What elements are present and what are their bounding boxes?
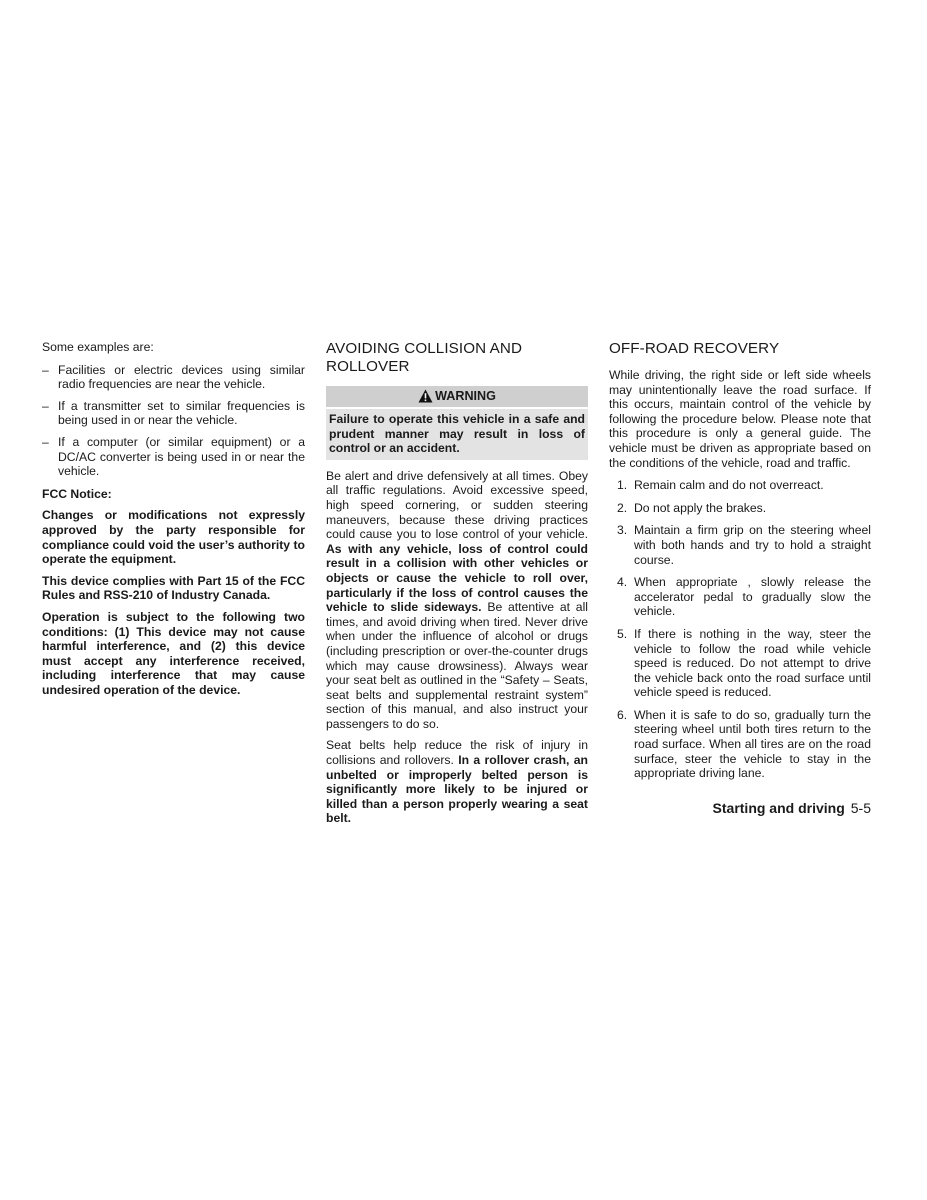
step-number: 2. [617,500,628,515]
driving-paragraph [326,469,588,732]
step-text: Remain calm and do not overreact. [634,478,824,493]
page-number: 5-5 [850,800,871,816]
driving-text-c: Be attentive at all times, and avoid driving when tired. Never drive when under the influence of alcohol or drugs (including prescription or over-the-counter drugs which may cause drowsiness). Always wear your seat belt as outlined in the “Safety – Seats, seat belts and supplemental restraint system” section of this manual, and also instruct your passengers to do so. [326,600,588,731]
list-item [609,575,871,619]
list-item [609,708,871,781]
driving-text-a: Be alert and drive defensively at all times. Obey all traffic regulations. Avoid excessive speed, high speed cornering, or sudden steering maneuvers, because these driving practices could cause you to lose control of your vehicle. [326,468,588,542]
middle-column [326,340,588,833]
step-number: 5. [617,626,628,641]
warning-text: Failure to operate this vehicle in a safe and prudent manner may result in loss of control or an accident. [326,409,588,460]
fcc-complies-text: This device complies with Part 15 of the FCC Rules and RSS-210 of Industry Canada. [42,573,305,603]
list-item [609,478,871,493]
examples-intro: Some examples are: [42,340,154,354]
example-text: If a computer (or similar equipment) or a DC/AC converter is being used in or near the vehicle. [58,434,305,479]
right-column [609,340,871,789]
dash-bullet: – [42,434,49,449]
list-item [609,501,871,516]
dash-bullet: – [42,362,49,377]
fcc-notice-title: FCC Notice: [42,486,112,501]
dash-bullet: – [42,398,49,413]
off-road-recovery-heading: OFF-ROAD RECOVERY [609,340,780,357]
recovery-steps [609,478,871,781]
fcc-operation-text: Operation is subject to the following two conditions: (1) This device may not cause harmful interference, and (2) this device must accept any interference received, including interference that may cause undesired operation of the device. [42,609,305,697]
list-item [609,627,871,700]
step-text: Maintain a firm grip on the steering wheel with both hands and try to hold a straight course. [634,523,871,567]
step-number: 1. [617,478,628,493]
step-number: 3. [617,523,628,538]
seatbelt-paragraph [326,738,588,826]
step-number: 4. [617,575,628,590]
driving-text-bold: As with any vehicle, loss of control could result in a collision with other vehicles or objects or cause the vehicle to roll over, particularly if the loss of control causes the vehicle to slide sideways. [326,541,588,615]
left-column [42,340,305,704]
example-text: Facilities or electric devices using similar radio frequencies are near the vehicle. [58,362,305,392]
seatbelt-text-a: Seat belts help reduce the risk of injury in collisions and rollovers. [326,738,588,768]
list-item [42,363,305,392]
off-road-intro: While driving, the right side or left side wheels may unintentionally leave the road surface. If this occurs, maintain control of the vehicle by following the procedure below. Please note that this procedure is only a general guide. The vehicle must be driven as appropriate based on the conditions of the vehicle, road and traffic. [609,368,871,470]
list-item [42,435,305,479]
examples-list [42,363,305,479]
step-text: When appropriate , slowly release the accelerator pedal to gradually slow the vehicle. [634,575,871,619]
warning-label: WARNING [435,389,496,403]
example-text: If a transmitter set to similar frequencies is being used in or near the vehicle. [58,398,305,428]
list-item [609,523,871,567]
seatbelt-text-bold: In a rollover crash, an unbelted or improperly belted person is significantly more likely to be injured or killed than a person properly wearing a seat belt. [326,753,588,826]
step-text: Do not apply the brakes. [634,500,767,515]
page-footer [713,799,871,817]
warning-header [326,386,588,407]
collision-rollover-heading: AVOIDING COLLISION AND ROLLOVER [326,340,523,375]
footer-section-title: Starting and driving [712,800,845,816]
fcc-changes-text: Changes or modifications not expressly approved by the party responsible for compliance could void the user’s authority to operate the equipment. [42,508,305,567]
list-item [42,399,305,428]
step-text: If there is nothing in the way, steer the vehicle to follow the road while vehicle speed is reduced. Do not attempt to drive the vehicle back onto the road surface until vehicle speed is reduced. [634,626,871,700]
step-number: 6. [617,707,628,722]
warning-triangle-icon [418,389,433,403]
step-text: When it is safe to do so, gradually turn the steering wheel until both tires return to the road surface. When all tires are on the road surface, steer the vehicle to stay in the appropriate driving lane. [634,707,871,781]
